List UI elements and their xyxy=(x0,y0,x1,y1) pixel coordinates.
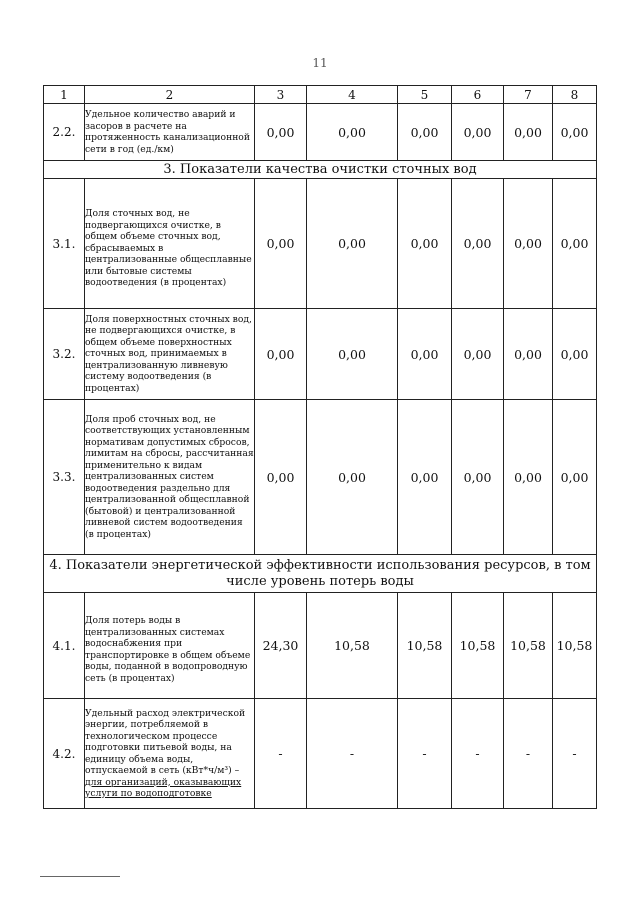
row-number: 4.2. xyxy=(44,699,85,809)
value-cell: 10,58 xyxy=(307,593,398,699)
section-heading-row xyxy=(44,555,597,593)
row-description: Доля поверхностных сточных вод, не подвергающихся очистке, в общем объеме поверхностных сточных вод, принимаемых в централизованную ливневую систему водоотведения (в процентах) xyxy=(85,309,255,400)
value-cell: - xyxy=(307,699,398,809)
row-number: 2.2. xyxy=(44,104,85,161)
value-cell: 0,00 xyxy=(255,400,307,555)
value-cell: 10,58 xyxy=(553,593,597,699)
row-description xyxy=(85,699,255,809)
header-cell: 5 xyxy=(398,86,452,104)
indicators-table xyxy=(43,85,597,809)
value-cell: 0,00 xyxy=(553,309,597,400)
value-cell: 0,00 xyxy=(307,400,398,555)
value-cell: 0,00 xyxy=(398,309,452,400)
value-cell: - xyxy=(398,699,452,809)
value-cell: 0,00 xyxy=(255,179,307,309)
header-row xyxy=(44,86,597,104)
value-cell: 0,00 xyxy=(452,179,504,309)
value-cell: 0,00 xyxy=(307,309,398,400)
value-cell: 0,00 xyxy=(504,309,553,400)
section-title: 4. Показатели энергетической эффективности использования ресурсов, в том числе уровень потерь воды xyxy=(44,555,597,593)
row-number: 3.1. xyxy=(44,179,85,309)
header-cell: 8 xyxy=(553,86,597,104)
section-title: 3. Показатели качества очистки сточных вод xyxy=(44,161,597,179)
value-cell: 0,00 xyxy=(504,400,553,555)
value-cell: 10,58 xyxy=(504,593,553,699)
header-cell: 6 xyxy=(452,86,504,104)
value-cell: 0,00 xyxy=(504,179,553,309)
value-cell: 0,00 xyxy=(307,179,398,309)
row-description: Доля проб сточных вод, не соответствующих установленным нормативам допустимых сбросов, лимитам на сбросы, рассчитанная применительно к видам централизованных систем водоотведения раздельно для централизованной общесплавной (бытовой) и централизованной ливневой систем водоотведения (в процентах) xyxy=(85,400,255,555)
header-cell: 7 xyxy=(504,86,553,104)
value-cell: 10,58 xyxy=(452,593,504,699)
value-cell: 0,00 xyxy=(398,179,452,309)
value-cell: 0,00 xyxy=(452,309,504,400)
value-cell: - xyxy=(553,699,597,809)
value-cell: 0,00 xyxy=(553,104,597,161)
row-number: 3.2. xyxy=(44,309,85,400)
value-cell: 0,00 xyxy=(307,104,398,161)
page-number: 11 xyxy=(312,56,328,70)
value-cell: 10,58 xyxy=(398,593,452,699)
value-cell: 0,00 xyxy=(398,400,452,555)
value-cell: 0,00 xyxy=(452,104,504,161)
value-cell: 0,00 xyxy=(553,400,597,555)
value-cell: 0,00 xyxy=(255,309,307,400)
row-description-text: Удельный расход электрической энергии, потребляемой в технологическом процессе подготовки питьевой воды, на единицу объема воды, отпускаемой в сеть (кВт*ч/м³) – xyxy=(85,707,246,776)
row-description: Доля сточных вод, не подвергающихся очистке, в общем объеме сточных вод, сбрасываемых в централизованные общесплавные или бытовые системы водоотведения (в процентах) xyxy=(85,179,255,309)
header-cell: 2 xyxy=(85,86,255,104)
value-cell: - xyxy=(452,699,504,809)
value-cell: 0,00 xyxy=(398,104,452,161)
row-description: Доля потерь воды в централизованных системах водоснабжения при транспортировке в общем объеме воды, поданной в водопроводную сеть (в процентах) xyxy=(85,593,255,699)
header-cell: 1 xyxy=(44,86,85,104)
table-row xyxy=(44,309,597,400)
table-row xyxy=(44,104,597,161)
value-cell: 0,00 xyxy=(504,104,553,161)
table-row xyxy=(44,699,597,809)
value-cell: - xyxy=(255,699,307,809)
table-row xyxy=(44,400,597,555)
row-description-underlined: для организаций, оказывающих услуги по водоподготовке xyxy=(85,776,242,799)
section-heading-row xyxy=(44,161,597,179)
header-cell: 3 xyxy=(255,86,307,104)
header-cell: 4 xyxy=(307,86,398,104)
value-cell: 0,00 xyxy=(553,179,597,309)
value-cell: 0,00 xyxy=(452,400,504,555)
row-description: Удельное количество аварий и засоров в расчете на протяженность канализационной сети в год (ед./км) xyxy=(85,104,255,161)
table-row xyxy=(44,179,597,309)
row-number: 4.1. xyxy=(44,593,85,699)
value-cell: 24,30 xyxy=(255,593,307,699)
value-cell: - xyxy=(504,699,553,809)
table-row xyxy=(44,593,597,699)
value-cell: 0,00 xyxy=(255,104,307,161)
footer-divider xyxy=(40,876,120,877)
row-number: 3.3. xyxy=(44,400,85,555)
